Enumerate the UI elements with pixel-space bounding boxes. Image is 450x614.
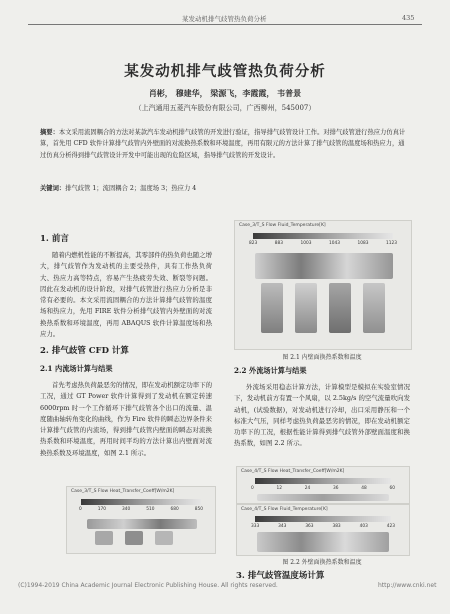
section-heading-cfd: 2. 排气歧管 CFD 计算 [40, 346, 129, 356]
abstract [40, 127, 410, 161]
legend-tick: 1083 [357, 241, 369, 246]
legend-ticks [251, 486, 395, 491]
legend-tick: 423 [386, 524, 395, 529]
copyright-notice: (C)1994-2019 China Academic Journal Electronic Publishing House. All rights reserved. [18, 582, 278, 589]
figure-internal-htc [66, 486, 216, 554]
affiliation: （上汽通用五菱汽车股份有限公司，广西柳州，545007） [134, 104, 316, 112]
legend-tick: 170 [97, 507, 106, 512]
legend-tick: 383 [332, 524, 341, 529]
figure-2-1 [234, 220, 412, 350]
legend-tick: 363 [305, 524, 314, 529]
legend-tick: 403 [359, 524, 368, 529]
legend-tick: 680 [170, 507, 179, 512]
manifold-render [87, 519, 197, 529]
paper-title: 某发动机排气歧管热负荷分析 [124, 63, 326, 80]
legend-ticks [249, 241, 397, 246]
section-heading-temperature: 3. 排气歧管温度场计算 [236, 571, 325, 581]
legend-tick: 36 [333, 486, 339, 491]
manifold-render [255, 253, 393, 279]
keywords-label: 关键词： [40, 185, 66, 192]
figure-2-1-caption: 图 2.1 内壁面换热系数和温度 [282, 354, 362, 361]
color-legend [255, 478, 391, 484]
manifold-runner [155, 531, 173, 545]
abstract-text: 本文采用流固耦合的方法对某款汽车发动机排气歧管的开发进行验证，指导排气歧管设计工作。对排气歧管进行热应力仿真计算，首先用 CFD 软件计算排气歧管内外壁面的对流换热系数和环境温度，再用有限元的方法计算了排气歧管的温度场和热应力，通过仿真分析得到排气歧管设计开发中可能出现的危险区域，指导排气歧管的开发设计。 [40, 129, 406, 159]
section-heading-intro: 1. 前言 [40, 234, 69, 244]
figure-2-2-temperature [236, 504, 410, 556]
manifold-runner [125, 531, 143, 545]
abstract-label: 摘要： [40, 129, 59, 136]
legend-tick: 60 [389, 486, 395, 491]
legend-tick: 1043 [329, 241, 340, 246]
figure-header: Case_3/T_S Flow Fluid_Temperature[K] [239, 223, 326, 228]
subsection-heading-external: 2.2 外流场计算与结果 [234, 366, 307, 375]
author-list: 肖彬， 穆建华， 梁源飞，李霞霞， 韦普景 [148, 88, 302, 98]
manifold-runner [295, 283, 317, 333]
figure-header: Case_3/T_S Flow Heat_Transfer_Coeff[W/m2K] [71, 489, 175, 494]
manifold-runner [363, 283, 385, 333]
legend-ticks [79, 507, 203, 512]
legend-tick: 883 [274, 241, 283, 246]
keywords-text: 排气歧管 1；流固耦合 2；温度场 3；热应力 4 [65, 185, 197, 192]
legend-ticks [251, 524, 395, 529]
legend-tick: 0 [79, 507, 82, 512]
header-rule [28, 24, 422, 25]
figure-2-2-htc [236, 466, 410, 504]
manifold-runner [261, 283, 283, 333]
legend-tick: 823 [249, 241, 258, 246]
legend-tick: 333 [251, 524, 260, 529]
running-title: 某发动机排气歧管热负荷分析 [182, 15, 267, 23]
manifold-runner [329, 283, 351, 333]
legend-tick: 48 [361, 486, 367, 491]
footer-url[interactable]: http://www.cnki.net [378, 582, 437, 589]
keywords [40, 183, 410, 192]
intro-paragraph: 随着内燃机性能的不断提高，其零部件的热负荷也随之增大，排气歧管作为发动机的主要受热件，具有工作热负荷大、热应力高等特点，容易产生热疲劳失效、断裂等问题。因此在发动机的设计阶段，对排气歧管进行热应力分析是非常有必要的。本文采用流固耦合的方法计算排气歧管的温度场和热应力，先用 FIRE 软件分析排气歧管内外壁面的对流换热系数和环境温度，再用 ABAQUS 软件计算温度场和热应力。 [40, 251, 212, 339]
manifold-render [257, 532, 389, 552]
legend-tick: 12 [276, 486, 282, 491]
footer [18, 582, 438, 589]
legend-tick: 1123 [386, 241, 397, 246]
color-legend [255, 516, 391, 522]
legend-tick: 340 [122, 507, 131, 512]
figure-2-2-caption: 图 2.2 外壁面换热系数和温度 [282, 559, 362, 566]
color-legend [253, 233, 393, 239]
legend-tick: 343 [278, 524, 287, 529]
cfd-paragraph: 首先考虑热负荷最恶劣的情况，即在发动机额定功率下的工况，通过 GT Power 软件计算得到了发动机在额定转速 6000rpm 时一个工作循环下排气歧管各个出口的流量、温度随曲轴转角变化的曲线，作为 Fire 软件的瞬态边界条件来计算排气歧管的内流场，得到排气歧管内壁面的瞬态对流换热系数和环境温度，再用时间平均的方法计算出内壁面对流换热系数及环境温度，如图 2.1 所示。 [40, 381, 212, 457]
legend-tick: 24 [304, 486, 311, 491]
legend-tick: 0 [251, 486, 254, 491]
figure-header: Case_4/T_S Flow Fluid_Temperature[K] [241, 507, 328, 512]
legend-tick: 1003 [300, 241, 312, 246]
legend-tick: 850 [194, 507, 203, 512]
page-number: 435 [402, 14, 415, 22]
figure-header: Case_4/T_S Flow Heat_Transfer_Coeff[W/m2K] [241, 469, 345, 474]
external-flow-paragraph: 外流场采用稳态计算方法，计算模型是模拟在实验室情况下，发动机前方有置一个风扇，以 2.5kg/s 的空气流量吹向发动机，(试验数据)，对发动机进行冷却，出口采用静压和一个标准大气压，同样考虑热负荷最恶劣的情况，即在发动机额定功率下的工况，根据性能计算得到排气歧管外部壁面温度和换热系数，如图 2.2 所示。 [234, 383, 410, 448]
color-legend [81, 499, 201, 505]
legend-tick: 510 [146, 507, 155, 512]
manifold-render [257, 494, 389, 501]
manifold-runner [95, 531, 113, 545]
subsection-heading-internal: 2.1 内流场计算与结果 [40, 364, 113, 373]
